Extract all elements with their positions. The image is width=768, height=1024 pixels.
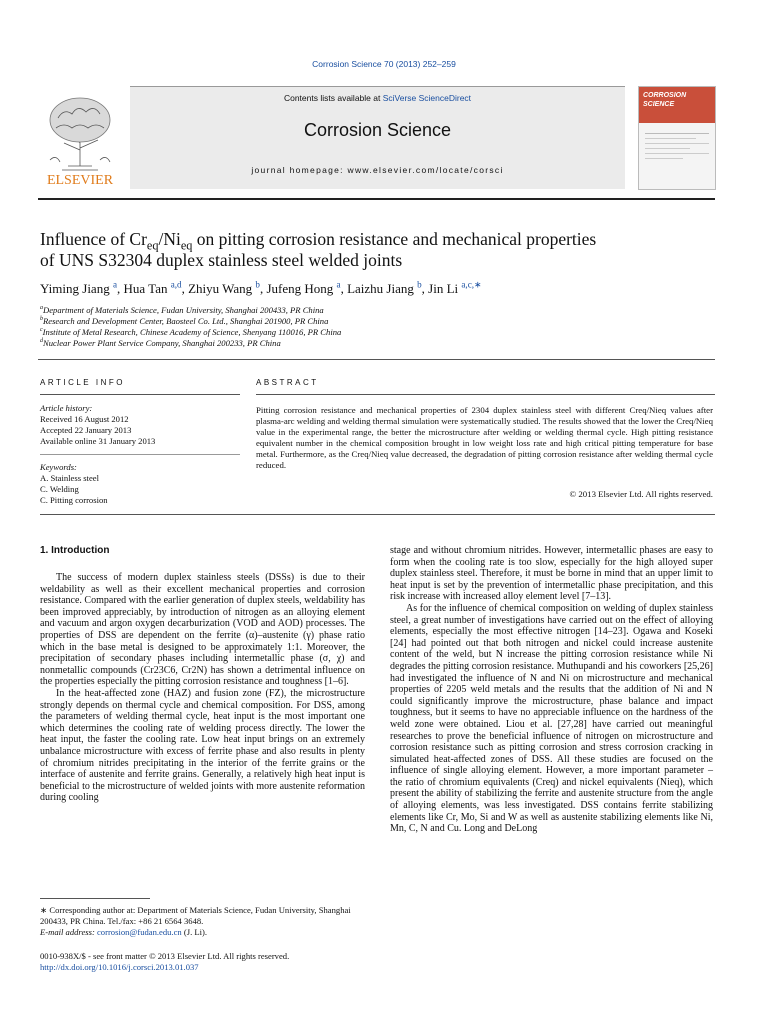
article-info-heading: ARTICLE INFO — [40, 378, 125, 387]
title-line-2: of UNS S32304 duplex stainless steel welded joints — [40, 250, 403, 270]
affiliation-list — [40, 305, 720, 349]
header-divider — [38, 198, 715, 200]
title-part: Influence of Cr — [40, 229, 147, 249]
keyword: A. Stainless steel — [40, 473, 99, 483]
email-link[interactable]: corrosion@fudan.edu.cn — [96, 927, 182, 937]
section-heading: 1. Introduction — [40, 545, 110, 556]
paragraph: In the heat-affected zone (HAZ) and fusion zone (FZ), the microstructure strongly depends on thermal cycle and chemical composition. For DSS, among the parameters of welding thermal cycle, heat input is the most important one which determines the cooling rate of welding process directly. The lower the heat input, the faster the cooling rate. Low heat input brings on an extremely unbalance microstructure with excess of ferrite phase and also results in plenty of chromium nitrides precipitating in the interior of the ferrite grains or the interface of austenite and ferrite grains. Generally, a relatively high heat input is beneficial to the microstructure of welded joints with more austenite reformation during cooling — [40, 687, 365, 804]
title-subscript: eq — [180, 238, 193, 253]
article-history — [40, 403, 240, 447]
affiliation: $^a$Department of Materials Science, Fudan University, Shanghai 200433, PR China — [40, 305, 324, 315]
keyword: C. Pitting corrosion — [40, 495, 108, 505]
body-column-right — [390, 545, 713, 835]
title-subscript: eq — [146, 238, 159, 253]
email-line: E-mail address: corrosion@fudan.edu.cn (J. Li). — [40, 927, 208, 937]
contents-line — [130, 93, 625, 103]
keywords-label: Keywords: — [40, 462, 77, 472]
section-divider — [38, 359, 715, 360]
doi-link[interactable]: http://dx.doi.org/10.1016/j.corsci.2013.01.037 — [40, 962, 199, 972]
journal-name: Corrosion Science — [303, 120, 452, 140]
journal-citation[interactable]: Corrosion Science 70 (2013) 252–259 — [312, 59, 456, 69]
abstract-text: Pitting corrosion resistance and mechanical properties of 2304 duplex stainless steel with different Creq/Nieq values after plasma-arc welding and welding thermal simulation were systematically studied. The results showed that the lower the Creq/Nieq value in the experimental range, the better the microstructure after welding or welding thermal cycle. High pitting resistance equivalent number in the chemical composition brought in low weight loss rate and high critical pitting temperature for base metal. Furthermore, as the Creq/Nieq value decreased, the degradation of pitting corrosion resistance after welding thermal cycle reduced. — [256, 405, 713, 470]
affiliation: $^d$Nuclear Power Plant Service Company, Shanghai 200233, PR China — [40, 338, 281, 348]
accepted-date: Accepted 22 January 2013 — [40, 425, 132, 435]
online-date: Available online 31 January 2013 — [40, 436, 156, 446]
history-label: Article history: — [40, 403, 93, 413]
keyword: C. Welding — [40, 484, 79, 494]
affiliation: $^b$Research and Development Center, Baosteel Co. Ltd., Shanghai 201900, PR China — [40, 316, 329, 326]
cover-title: CORROSION SCIENCE — [643, 92, 687, 108]
affiliation: $^c$Institute of Metal Research, Chinese Academy of Science, Shenyang 110016, PR China — [40, 327, 342, 337]
footnote-divider — [40, 898, 150, 899]
body-column-left — [40, 572, 365, 804]
author[interactable]: Hua Tan $^{a,d}$ — [123, 279, 182, 296]
corresponding-author-note: ∗ Corresponding author at: Department of Materials Science, Fudan University, Shanghai 200433, PR China. Tel./fax: +86 21 6564 3648. — [40, 905, 351, 926]
keywords-divider — [40, 454, 240, 455]
elsevier-logo[interactable] — [38, 88, 122, 188]
title-part: /Ni — [158, 229, 181, 249]
abstract-copyright: © 2013 Elsevier Ltd. All rights reserved. — [569, 489, 713, 499]
cover-banner — [639, 87, 715, 123]
journal-homepage[interactable]: journal homepage: www.elsevier.com/locate/corsci — [251, 165, 504, 175]
author[interactable]: Laizhu Jiang $^b$ — [347, 279, 422, 296]
author[interactable]: Jufeng Hong $^a$ — [266, 279, 341, 296]
cover-body — [639, 123, 715, 169]
abstract-end-divider — [40, 514, 715, 515]
abstract-divider — [256, 394, 715, 395]
article-info-divider — [40, 394, 240, 395]
elsevier-wordmark: ELSEVIER — [46, 173, 114, 188]
author[interactable]: Yiming Jiang $^a$ — [40, 279, 117, 296]
footnote — [40, 905, 370, 938]
author-list: Yiming Jiang $^a$, Hua Tan $^{a,d}$, Zhiyu Wang $^b$, Jufeng Hong $^a$, Laizhu Jiang $^b$, Jin Li $^{a,c,∗}$ — [40, 279, 482, 296]
issn-block — [40, 951, 370, 973]
elsevier-tree-icon — [38, 88, 122, 188]
paragraph: stage and without chromium nitrides. However, intermetallic phases are easy to form when the cooling rate is too slow, especially for the high alloyed super duplex stainless steel. Therefore, it must be borne in mind that an upper limit to heat input is set by the prevention of intermetallic phase precipitation, and this risk increase with increased alloy element level [7–13]. — [390, 545, 713, 603]
article-title — [40, 229, 720, 271]
abstract-heading: ABSTRACT — [256, 378, 319, 387]
paragraph: The success of modern duplex stainless steels (DSSs) is due to their weldability as well as their excellent mechanical properties and corrosion resistance. Compared with the earlier generation of duplex steels, weldability has been improved appreciably, by introduction of nitrogen as an alloying element and vacuum and argon oxygen decarburization (VOD and AOD) processes. The properties of DSS are dependent on the ferrite (α)–austenite (γ) phase ratio which in the base metal is designed to be approximately 1:1. Moreover, the precipitation of secondary phases including intermetallic phase (σ, χ) and nonmetallic compounds (Cr23C6, Cr2N) has shown a detrimental influence on the properties especially the pitting corrosion resistance and toughness [1–6]. — [40, 572, 365, 688]
paragraph: As for the influence of chemical composition on welding of duplex stainless steel, a great number of investigations have carried out on the effect of alloying elements, especially the most effective nitrogen [14–23]. Ogawa and Koseki [24] had pointed out that both nitrogen and nickel could increase austenite content of the weld, but N increase the pitting corrosion resistance while Ni degrades the pitting corrosion resistance. Muthupandi and his coworkers [25,26] had investigated the influence of N and Ni on microstructure and mechanical properties of 2205 weld metals and the results that the addition of Ni and N could significantly improve the microstructure, phase balance and impact toughness, but it seems to have no appreciable influence on the hardness of the weld zone were obtained. Liou et al. [27,28] have carried out meaningful researches to prove the beneficial influence of nitrogen on microstructure and corrosion resistance such as pitting corrosion and stress corrosion cracking in simulated heat-affected zones of DSS. All these studies are focused on the influence of single alloying element. However, a more important parameter – the ratio of chromium equivalents (Creq) and nickel equivalents (Nieq), which present the ability of stabilizing the ferrite and austenite structure from the angle of alloying elements, was less investigated. DSS contains ferrite stabilizing elements like Cr, Mo, Si and W as well as austenite stabilizing elements like Ni, Mn, C, N and Cu. Long and DeLong — [390, 602, 713, 835]
author[interactable]: Zhiyu Wang $^b$ — [188, 279, 260, 296]
journal-cover-thumbnail[interactable] — [638, 86, 716, 190]
title-part: on pitting corrosion resistance and mechanical properties — [192, 229, 597, 249]
received-date: Received 16 August 2012 — [40, 414, 129, 424]
issn-line: 0010-938X/$ - see front matter © 2013 Elsevier Ltd. All rights reserved. — [40, 951, 290, 961]
contents-prefix: Contents lists available at — [283, 93, 383, 103]
sciencedirect-link[interactable]: SciVerse ScienceDirect — [382, 93, 472, 103]
author[interactable]: Jin Li $^{a,c,∗}$ — [428, 279, 482, 296]
keywords — [40, 462, 240, 506]
